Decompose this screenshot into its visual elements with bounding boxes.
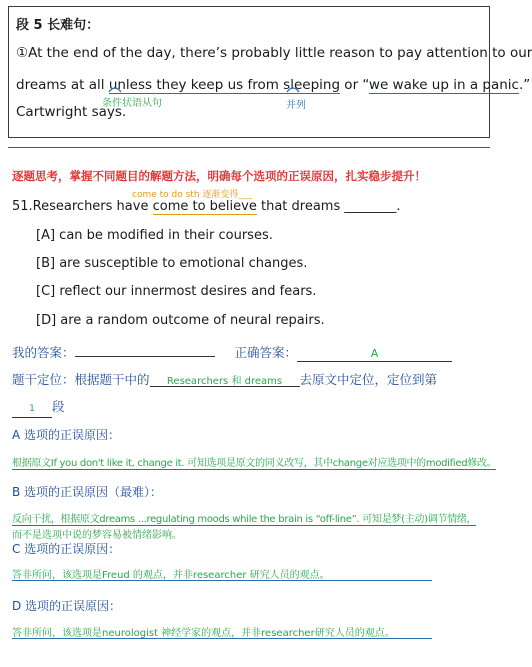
intro-banner: 逐题思考，掌握不同题目的解题方法，明确每个选项的正误原因，扎实稳步提升！ [12, 169, 426, 183]
option-d: [D] are a random outcome of neural repairs. [36, 313, 325, 328]
answers-row [12, 342, 452, 362]
analysis-a-title: A 选项的正误原因： [12, 428, 121, 442]
line2-part-c: or “ [340, 77, 369, 93]
analysis-d-title: D 选项的正误原因： [12, 599, 122, 613]
divider [8, 147, 490, 148]
analysis-b-text-1: 反向干扰，根据原文dreams ...regulating moods while the brain is “off-line”. 可知是梦(主动)调节情绪， [12, 510, 476, 526]
line2-part-e: .” [518, 77, 531, 93]
conditional-clause: unless they keep us from sleeping [108, 77, 341, 93]
locate-prefix: 题干定位：根据题干中的 [12, 372, 150, 387]
line2-part-a: dreams at all [16, 77, 109, 93]
analysis-c-title: C 选项的正误原因： [12, 542, 121, 556]
analysis-c-underline [12, 580, 432, 581]
parallel-clause: we wake up in a panic [368, 77, 519, 93]
sentence-line-3: Cartwright says. [16, 104, 127, 120]
option-a: [A] can be modified in their courses. [36, 228, 273, 243]
arc-marker-icon [108, 84, 122, 94]
annotation-text: come to do sth 逐渐变得 [132, 190, 239, 200]
my-answer-label: 我的答案： [12, 345, 75, 360]
sentence-line-1: ①At the end of the day, there’s probably little reason to pay attention to our [16, 45, 532, 61]
locate-suffix: 段 [52, 399, 65, 414]
stem-phrase: come to believe [152, 199, 257, 214]
my-answer-blank [75, 342, 215, 357]
annotation-blank: ___ [238, 190, 252, 200]
paragraph-number: 1 [12, 404, 52, 418]
stem-part-a: 51.Researchers have [12, 199, 153, 214]
option-c: [C] reflect our innermost desires and fears. [36, 284, 317, 299]
locate-row-2 [12, 397, 65, 418]
sentence-line-2 [16, 77, 530, 93]
annotation-conditional: 条件状语从句 [102, 98, 162, 109]
locate-row [12, 370, 437, 388]
option-b: [B] are susceptible to emotional changes. [36, 256, 308, 271]
analysis-d-underline [12, 638, 432, 639]
annotation-parallel: 并列 [286, 100, 306, 111]
arc-marker-icon [286, 84, 300, 94]
analysis-b-title: B 选项的正误原因（最难）： [12, 485, 163, 499]
locate-middle: 去原文中定位，定位到第 [299, 372, 438, 387]
sentence-heading: 段 5 长难句： [16, 18, 100, 33]
analysis-a-text: 根据原文If you don't like it, change it. 可知选项是原文的同义改写，其中change对应选项中的modified修改。 [12, 454, 496, 470]
analysis-c-text: 答非所问，该选项是Freud 的观点，并非researcher 研究人员的观点。 [12, 570, 330, 581]
locate-keywords: Researchers 和 dreams [150, 372, 300, 387]
analysis-d-text: 答非所问，该选项是neurologist 神经学家的观点，并非researcher研究人员的观点。 [12, 628, 395, 639]
correct-answer-label: 正确答案： [234, 345, 297, 360]
analysis-b-text-2: 而不是选项中说的梦容易被情绪影响。 [12, 530, 182, 541]
correct-answer-value: A [297, 347, 452, 362]
stem-part-c: that dreams ________. [256, 199, 401, 214]
question-stem [12, 199, 401, 214]
